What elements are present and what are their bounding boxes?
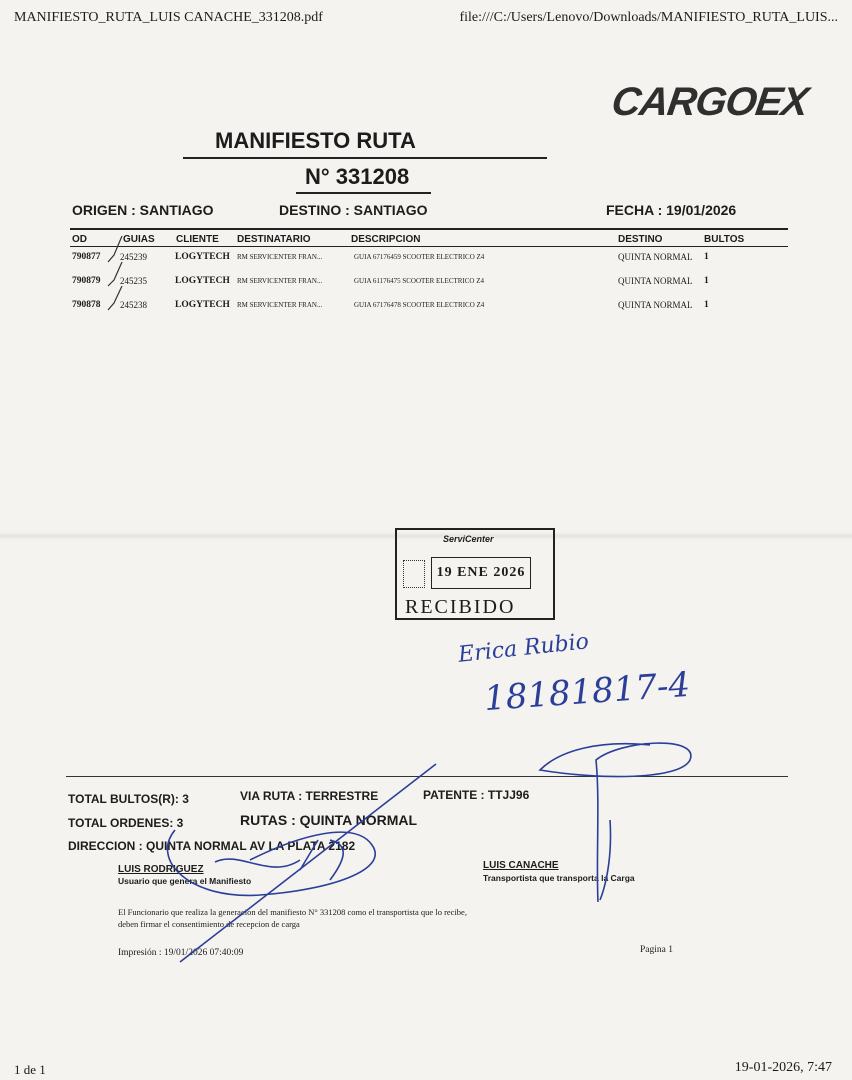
page-indicator: 1 de 1 xyxy=(14,1062,46,1077)
row-cliente: LOGYTECH xyxy=(175,276,230,286)
row-descripcion: GUIA 67176478 SCOOTER ELECTRICO Z4 xyxy=(354,301,485,309)
destination-label: DESTINO : SANTIAGO xyxy=(279,202,428,218)
check-mark-2 xyxy=(108,262,122,286)
handwritten-id: 18181817-4 xyxy=(482,664,692,720)
consent-note-line2: deben firmar el consentimiento de recepcion de carga xyxy=(118,919,300,929)
col-destinatario: DESTINATARIO xyxy=(237,234,311,245)
generator-name: LUIS RODRIGUEZ xyxy=(118,864,204,875)
generator-role: Usuario que genera el Manifiesto xyxy=(118,876,252,886)
row-bultos: 1 xyxy=(704,252,709,262)
row-descripcion: GUIA 67176459 SCOOTER ELECTRICO Z4 xyxy=(354,253,485,261)
row-od: 790878 xyxy=(72,300,101,310)
handwritten-name: Erica Rubio xyxy=(457,629,591,668)
row-bultos: 1 xyxy=(704,276,709,286)
check-mark-1 xyxy=(108,236,122,262)
direccion: DIRECCION : QUINTA NORMAL AV LA PLATA 2182 xyxy=(68,839,356,853)
row-bultos: 1 xyxy=(704,300,709,310)
row-descripcion: GUIA 61176475 SCOOTER ELECTRICO Z4 xyxy=(354,277,485,285)
carrier-name: LUIS CANACHE xyxy=(483,860,559,871)
row-od: 790879 xyxy=(72,276,101,286)
col-od: OD xyxy=(72,234,87,245)
print-timestamp: 19-01-2026, 7:47 xyxy=(734,1060,832,1075)
patente: PATENTE : TTJJ96 xyxy=(423,788,530,802)
col-bultos: BULTOS xyxy=(704,234,745,245)
generator-signature xyxy=(168,764,436,962)
stamp-word: RECIBIDO xyxy=(405,596,516,618)
consent-note-line1: El Funcionario que realiza la generacion del manifiesto N° 331208 como el transportista que lo recibe, xyxy=(118,907,467,917)
total-bultos: TOTAL BULTOS(R): 3 xyxy=(68,792,189,806)
check-mark-3 xyxy=(108,286,122,310)
row-cliente: LOGYTECH xyxy=(175,252,230,262)
total-ordenes: TOTAL ORDENES: 3 xyxy=(68,816,184,830)
row-destinatario: RM SERVICENTER FRAN... xyxy=(237,253,323,261)
stamp-date: 19 ENE 2026 xyxy=(431,557,531,589)
rutas: RUTAS : QUINTA NORMAL xyxy=(240,812,418,828)
carrier-role: Transportista que transporta la Carga xyxy=(483,873,635,883)
via-ruta: VIA RUTA : TERRESTRE xyxy=(240,789,379,803)
col-cliente: CLIENTE xyxy=(176,234,219,245)
row-guia: 245235 xyxy=(120,276,147,286)
carrier-signature xyxy=(540,743,691,902)
origin-label: ORIGEN : SANTIAGO xyxy=(72,202,214,218)
manifest-title: MANIFIESTO RUTA xyxy=(215,128,416,153)
stamp-brand: ServiCenter xyxy=(443,534,494,544)
row-destinatario: RM SERVICENTER FRAN... xyxy=(237,301,323,309)
row-destinatario: RM SERVICENTER FRAN... xyxy=(237,277,323,285)
date-label: FECHA : 19/01/2026 xyxy=(606,202,737,218)
row-cliente: LOGYTECH xyxy=(175,300,230,310)
row-destino: QUINTA NORMAL xyxy=(618,276,693,286)
col-descripcion: DESCRIPCION xyxy=(351,234,421,245)
page-number: Pagina 1 xyxy=(640,945,673,955)
row-guia: 245239 xyxy=(120,252,147,262)
col-destino: DESTINO xyxy=(618,234,663,245)
cargoex-logo: CARGOEX xyxy=(608,80,811,124)
row-destino: QUINTA NORMAL xyxy=(618,252,693,262)
manifest-number: N° 331208 xyxy=(305,164,410,189)
impresion-timestamp: Impresión : 19/01/2026 07:40:09 xyxy=(118,948,244,958)
row-od: 790877 xyxy=(72,252,101,262)
file-name-header: MANIFIESTO_RUTA_LUIS CANACHE_331208.pdf xyxy=(14,10,323,25)
file-path-header: file:///C:/Users/Lenovo/Downloads/MANIFIESTO_RUTA_LUIS... xyxy=(459,10,838,25)
row-guia: 245238 xyxy=(120,300,147,310)
col-guias: GUIAS xyxy=(123,234,155,245)
row-destino: QUINTA NORMAL xyxy=(618,300,693,310)
